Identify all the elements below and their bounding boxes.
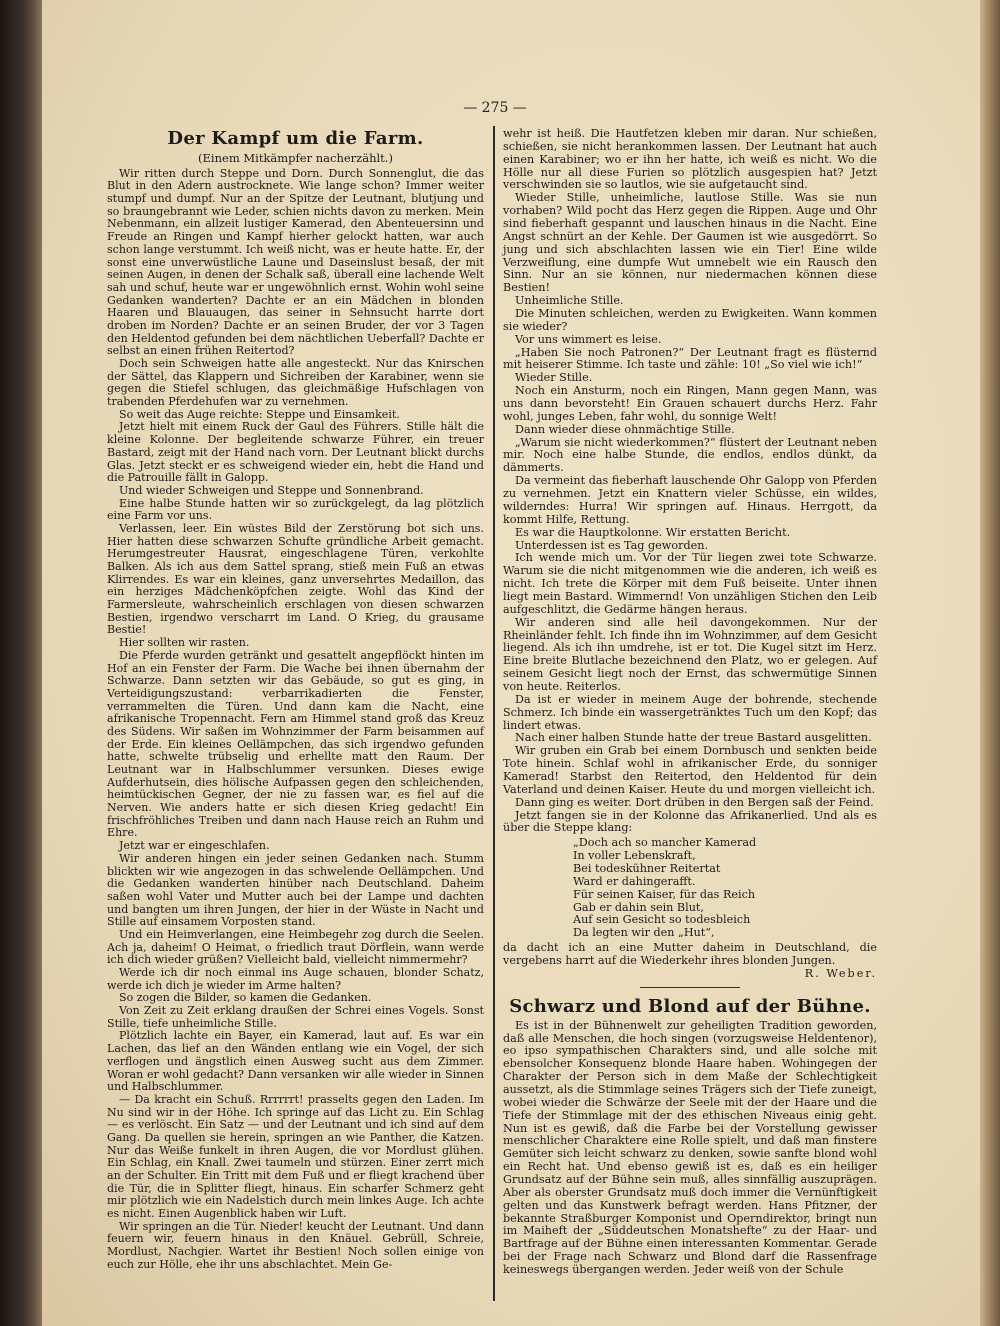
paragraph: Wir anderen hingen ein jeder seinen Gedanken nach. Stumm blickten wir wie angezogen in das schwelende Oellämpchen. Und die Gedanken wanderten hinüber nach Deutschland. Daheim saßen wohl Vater und Mutter auch bei der Lampe und dachten und bangten um ihren Jungen, der hier in der Wüste in Nacht und Stille auf einsamem Vorposten stand. xyxy=(107,851,484,929)
paragraph: Hier sollten wir rasten. xyxy=(119,636,250,650)
paragraph: wehr ist heiß. Die Hautfetzen kleben mir daran. Nur schießen, schießen, sie nicht herankommen lassen. Der Leutnant hat auch einen Karabiner; wo er ihn her hatte, ich weiß es nicht. Wo die Hölle nur all diese Furien so plötzlich ausgespien hat? Jetzt verschwinden sie so lautlos, wie sie aufgetaucht sind. xyxy=(503,127,877,192)
poem-line: Da legten wir den „Hut“, xyxy=(573,926,715,940)
paragraph: Es war die Hauptkolonne. Wir erstatten Bericht. xyxy=(515,525,791,539)
paragraph: — Da kracht ein Schuß. Rrrrrrt! prasselts gegen den Laden. Im Nu sind wir in der Höhe. Ich springe auf das Licht zu. Ein Schlag — es verlöscht. Ein Satz — und der Leutnant und ich sind auf dem Gang. Da quellen sie herein, springen an wie Panther, die Katzen. Nur das Weiße funkelt in ihren Augen, die vor Mordlust glühen. Ein Schlag, ein Knall. Zwei taumeln und stürzen. Einer zerrt mich an der Schulter. Ein Tritt mit dem Fuß und er fliegt krachend über die Tür, die in Splitter fliegt, hinaus. Ein scharfer Schmerz geht mir plötzlich wie ein Nadelstich durch mein linkes Auge. Ich achte es nicht. Einen Augenblick haben wir Luft. xyxy=(107,1092,484,1221)
paragraph: Jetzt fangen sie in der Kolonne das Afrikanerlied. Und als es über die Steppe klang: xyxy=(503,808,877,835)
paragraph: Unterdessen ist es Tag geworden. xyxy=(515,538,708,552)
paragraph: Die Minuten schleichen, werden zu Ewigkeiten. Wann kommen sie wieder? xyxy=(503,307,877,333)
paragraph: Die Pferde wurden getränkt und gesattelt angepflöckt hinten im Hof an ein Fenster der Farm. Die Wache bei ihnen übernahm der Schwarze. Dann setzten wir das Gebäude, so gut es ging, in Verteidigungszustand: verbarrikadierten die Fenster, verrammelten die Türen. Und dann kam die Nacht, eine afrikanische Tropennacht. Fern am Himmel stand groß das Kreuz des Südens. Wir saßen im Wohnzimmer der Farm beisammen auf der Erde. Ein kleines Oellämpchen, das sich irgendwo gefunden hatte, schwelte trübselig und erhellte matt den Raum. Der Leutnant war in Halbschlummer versunken. Dieses ewige Aufderhutsein, dies hölische Aufpassen gegen den schleichenden, heimtückischen Gegner, der nie zu fassen war, es fiel auf die Nerven. Wie anders hatte er sich diesen Krieg gedacht! Ein frischfröhliches Treiben und dann nach Hause reich an Ruhm und Ehre. xyxy=(107,648,484,840)
paragraph: Wir anderen sind alle heil davongekommen. Nur der Rheinländer fehlt. Ich finde ihn im Wohnzimmer, auf dem Gesicht liegend. Als ich ihn umdrehe, ist er tot. Die Kugel sitzt im Herz. Eine breite Blutlache bezeichnend den Platz, wo er gelegen. Auf seinem Gesicht liegt noch der Ernst, das schwermütige Sinnen von heute. Reiterlos. xyxy=(503,615,877,693)
poem-line: „Doch ach so mancher Kamerad xyxy=(573,836,757,850)
article-title: Der Kampf um die Farm. xyxy=(167,128,424,149)
article-title-2: Schwarz und Blond auf der Bühne. xyxy=(509,995,871,1017)
paragraph: Es ist in der Bühnenwelt zur geheiligten Tradition geworden, daß alle Menschen, die hoch singen (vorzugsweise Heldentenor), eo ipso sympathischen Charakters sind, und alle solche mit ebensolcher Konsequenz blonde Haare haben. Wohingegen der Charakter der Person sich in dem Maße der Schlechtigkeit aussetzt, als die Stimmlage seines Trägers sich der Tiefe zuneigt, wobei wieder die Schwärze der Seele mit der der Haare und die Tiefe der Stimmlage mit der des ethischen Niveaus einig geht. Nun ist es gewiß, daß die Farbe bei der Vorstellung gewisser menschlicher Charaktere eine Rolle spielt, und daß man finstere Gemüter sich leicht schwarz zu denken, sowie sanfte blond wohl ein Recht hat. Und ebenso gewiß ist es, daß es ein heiliger Grundsatz auf der Bühne sein muß, alles sinnfällig auszuprägen. Aber als oberster Grundsatz muß doch immer die Vernünftigkeit gelten und das Kunstwerk befragt werden. Hans Pfitzner, der bekannte Straßburger Komponist und Operndirektor, bringt nun im Maiheft der „Süddeutschen Monatshefte“ zu der Haar- und Bartfrage auf der Bühne einen interessanten Kommentar. Gerade bei der Frage nach Schwarz und Blond darf die Rassenfrage keineswegs übergangen werden. Jeder weiß von der Schule xyxy=(503,1018,877,1277)
page-number: — 275 — xyxy=(463,100,527,116)
paragraph: Plötzlich lachte ein Bayer, ein Kamerad, laut auf. Es war ein Lachen, das lief an den Wänden entlang wie ein Vogel, der sich verflogen und ängstlich einen Ausweg sucht aus dem Zimmer. Woran er wohl gedacht? Dann versanken wir alle wieder in Sinnen und Halbschlummer. xyxy=(107,1029,484,1094)
paragraph: Unheimliche Stille. xyxy=(515,294,624,308)
paragraph: Vor uns wimmert es leise. xyxy=(515,332,662,346)
column-divider xyxy=(493,126,495,1301)
paragraph: Von Zeit zu Zeit erklang draußen der Schrei eines Vogels. Sonst Stille, tiefe unheimliche Stille. xyxy=(107,1004,484,1030)
section-rule xyxy=(640,987,740,988)
poem-line: Ward er dahingerafft. xyxy=(573,874,696,888)
paragraph: „Warum sie nicht wiederkommen?“ flüstert der Leutnant neben mir. Noch eine halbe Stunde, die endlos, endlos dünkt, da dämmerts. xyxy=(503,435,877,475)
paragraph: So zogen die Bilder, so kamen die Gedanken. xyxy=(119,991,372,1005)
book-binding xyxy=(0,0,42,1326)
right-column xyxy=(503,128,877,1277)
paragraph: Verlassen, leer. Ein wüstes Bild der Zerstörung bot sich uns. Hier hatten diese schwarzen Schufte gründliche Arbeit gemacht. Herumgestreuter Hausrat, eingeschlagene Türen, verkohlte Balken. Als ich aus dem Sattel sprang, stieß mein Fuß an etwas Klirrendes. Es war ein kleines, ganz unversehrtes Medaillon, das ein herziges Mädchenköpfchen zeigte. Wohl das Kind der Farmersleute, wahrscheinlich erschlagen von diesen schwarzen Bestien, irgendwo verscharrt im Land. O Krieg, du grausame Bestie! xyxy=(107,521,484,637)
paragraph: Da vermeint das fieberhaft lauschende Ohr Galopp von Pferden zu vernehmen. Jetzt ein Knattern vieler Schüsse, ein wildes, wilderndes: Hurra! Wir springen auf. Hinaus. Herrgott, da kommt Hilfe, Rettung. xyxy=(503,474,877,526)
paragraph: da dacht ich an eine Mutter daheim in Deutschland, die vergebens harrt auf die Wiederkehr ihres blonden Jungen. xyxy=(503,941,877,967)
poem-line: In voller Lebenskraft, xyxy=(573,849,696,863)
paragraph: Da ist er wieder in meinem Auge der bohrende, stechende Schmerz. Ich binde ein wassergetränktes Tuch um den Kopf; das lindert etwas. xyxy=(503,692,877,732)
paragraph: Werde ich dir noch einmal ins Auge schauen, blonder Schatz, werde ich dich je wieder im Arme halten? xyxy=(107,966,484,992)
paragraph: Wieder Stille. xyxy=(515,371,593,385)
paragraph: Jetzt war er eingeschlafen. xyxy=(119,839,270,853)
left-column xyxy=(107,128,484,1272)
paragraph: Wieder Stille, unheimliche, lautlose Stille. Was sie nun vorhaben? Wild pocht das Herz gegen die Rippen. Auge und Ohr sind fieberhaft gespannt und lauschen hinaus in die Nacht. Eine Angst schnürt an der Kehle. Der Gaumen ist wie ausgedörrt. So jung und sich abschlachten lassen wie ein Tier! Eine wilde Verzweiflung, eine dumpfe Wut umnebelt wie ein Rausch den Sinn. Nur an sie können, nur niedermachen können diese Bestien! xyxy=(503,191,877,295)
paragraph: Wir ritten durch Steppe und Dorn. Durch Sonnenglut, die das Blut in den Adern austrocknete. Wie lange schon? Immer weiter stumpf und dumpf. Nur an der Spitze der Leutnant, blutjung und so braungebrannt wie Leder, schien nichts davon zu merken. Mein Nebenmann, ein allzeit lustiger Kamerad, den Abenteuersinn und Freude an Ringen und Kampf hierher gelockt hatten, war auch schon lange verstummt. Ich weiß nicht, was er heute hatte. Er, der sonst eine unverwüstliche Laune und Daseinslust besaß, der mit seinen Augen, in denen der Schalk saß, überall eine lachende Welt sah und schuf, heute war er ungewöhnlich ernst. Wohin wohl seine Gedanken wanderten? Dachte er an ein Mädchen in blonden Haaren und Blauaugen, das seiner in Sehnsucht harrte dort droben im Norden? Dachte er an seinen Bruder, der vor 3 Tagen den Heldentod gefunden bei dem nächtlichen Ueberfall? Dachte er selbst an einen frühen Reitertod? xyxy=(107,166,484,358)
paragraph: Dann wieder diese ohnmächtige Stille. xyxy=(515,422,735,436)
poem-line: Für seinen Kaiser, für das Reich xyxy=(573,887,756,901)
paragraph: Dann ging es weiter. Dort drüben in den Bergen saß der Feind. xyxy=(515,795,874,809)
paragraph: Nach einer halben Stunde hatte der treue Bastard ausgelitten. xyxy=(515,731,872,745)
paragraph: Ich wende mich um. Vor der Tür liegen zwei tote Schwarze. Warum sie die nicht mitgenommen wie die anderen, ich weiß es nicht. Ich trete die Körper mit dem Fuß beiseite. Unter ihnen liegt mein Bastard. Wimmernd! Von unzähligen Stichen den Leib aufgeschlitzt, die Gedärme hängen heraus. xyxy=(503,551,877,616)
paragraph: Jetzt hielt mit einem Ruck der Gaul des Führers. Stille hält die kleine Kolonne. Der begleitende schwarze Führer, ein treuer Bastard, zeigt mit der Hand nach vorn. Der Leutnant blickt durchs Glas. Jetzt steckt er es schweigend wieder ein, hebt die Hand und die Patrouille fällt in Galopp. xyxy=(107,420,484,485)
paragraph: Wir gruben ein Grab bei einem Dornbusch und senkten beide Tote hinein. Schlaf wohl in afrikanischer Erde, du sonniger Kamerad! Starbst den Reitertod, den Heldentod für dein Vaterland und deinen Kaiser. Heute du und morgen vielleicht ich. xyxy=(503,744,877,796)
paragraph: Eine halbe Stunde hatten wir so zurückgelegt, da lag plötzlich eine Farm vor uns. xyxy=(107,496,484,523)
paragraph: Und ein Heimverlangen, eine Heimbegehr zog durch die Seelen. Ach ja, daheim! O Heimat, o friedlich traut Dörflein, wann werde ich dich wieder grüßen? Vielleicht bald, vielleicht nimmermehr? xyxy=(107,927,484,967)
paragraph: Und wieder Schweigen und Steppe und Sonnenbrand. xyxy=(119,483,424,497)
poem-line: Gab er dahin sein Blut, xyxy=(573,900,704,914)
page-edge xyxy=(980,0,1000,1326)
paragraph: Doch sein Schweigen hatte alle angesteckt. Nur das Knirschen der Sättel, das Klappern und Sichreiben der Karabiner, wenn sie gegen die Stiefel schlugen, das gleichmäßige Hufschlagen von trabenden Pferdehufen war zu vernehmen. xyxy=(107,357,484,409)
poem xyxy=(573,837,877,940)
poem-line: Auf sein Gesicht so todesbleich xyxy=(573,913,751,927)
author-signature: R. Weber. xyxy=(804,966,877,980)
paragraph: So weit das Auge reichte: Steppe und Einsamkeit. xyxy=(119,407,400,421)
paragraph: Wir springen an die Tür. Nieder! keucht der Leutnant. Und dann feuern wir, feuern hinaus in den Knäuel. Gebrüll, Schreie, Mordlust, Nachgier. Wartet ihr Bestien! Noch sollen einige von euch zur Hölle, ehe ihr uns abschlachtet. Mein Ge- xyxy=(107,1219,484,1271)
article-subtitle: (Einem Mitkämpfer nacherzählt.) xyxy=(198,151,393,165)
paragraph: „Haben Sie noch Patronen?“ Der Leutnant fragt es flüsternd mit heiserer Stimme. Ich taste und zähle: 10! „So viel wie ich!“ xyxy=(503,345,877,372)
poem-line: Bei todeskühner Reitertat xyxy=(573,861,721,875)
paragraph: Noch ein Ansturm, noch ein Ringen, Mann gegen Mann, was uns dann bevorsteht! Ein Grauen schauert durchs Herz. Fahr wohl, junges Leben, fahr wohl, du sonnige Welt! xyxy=(503,384,877,423)
